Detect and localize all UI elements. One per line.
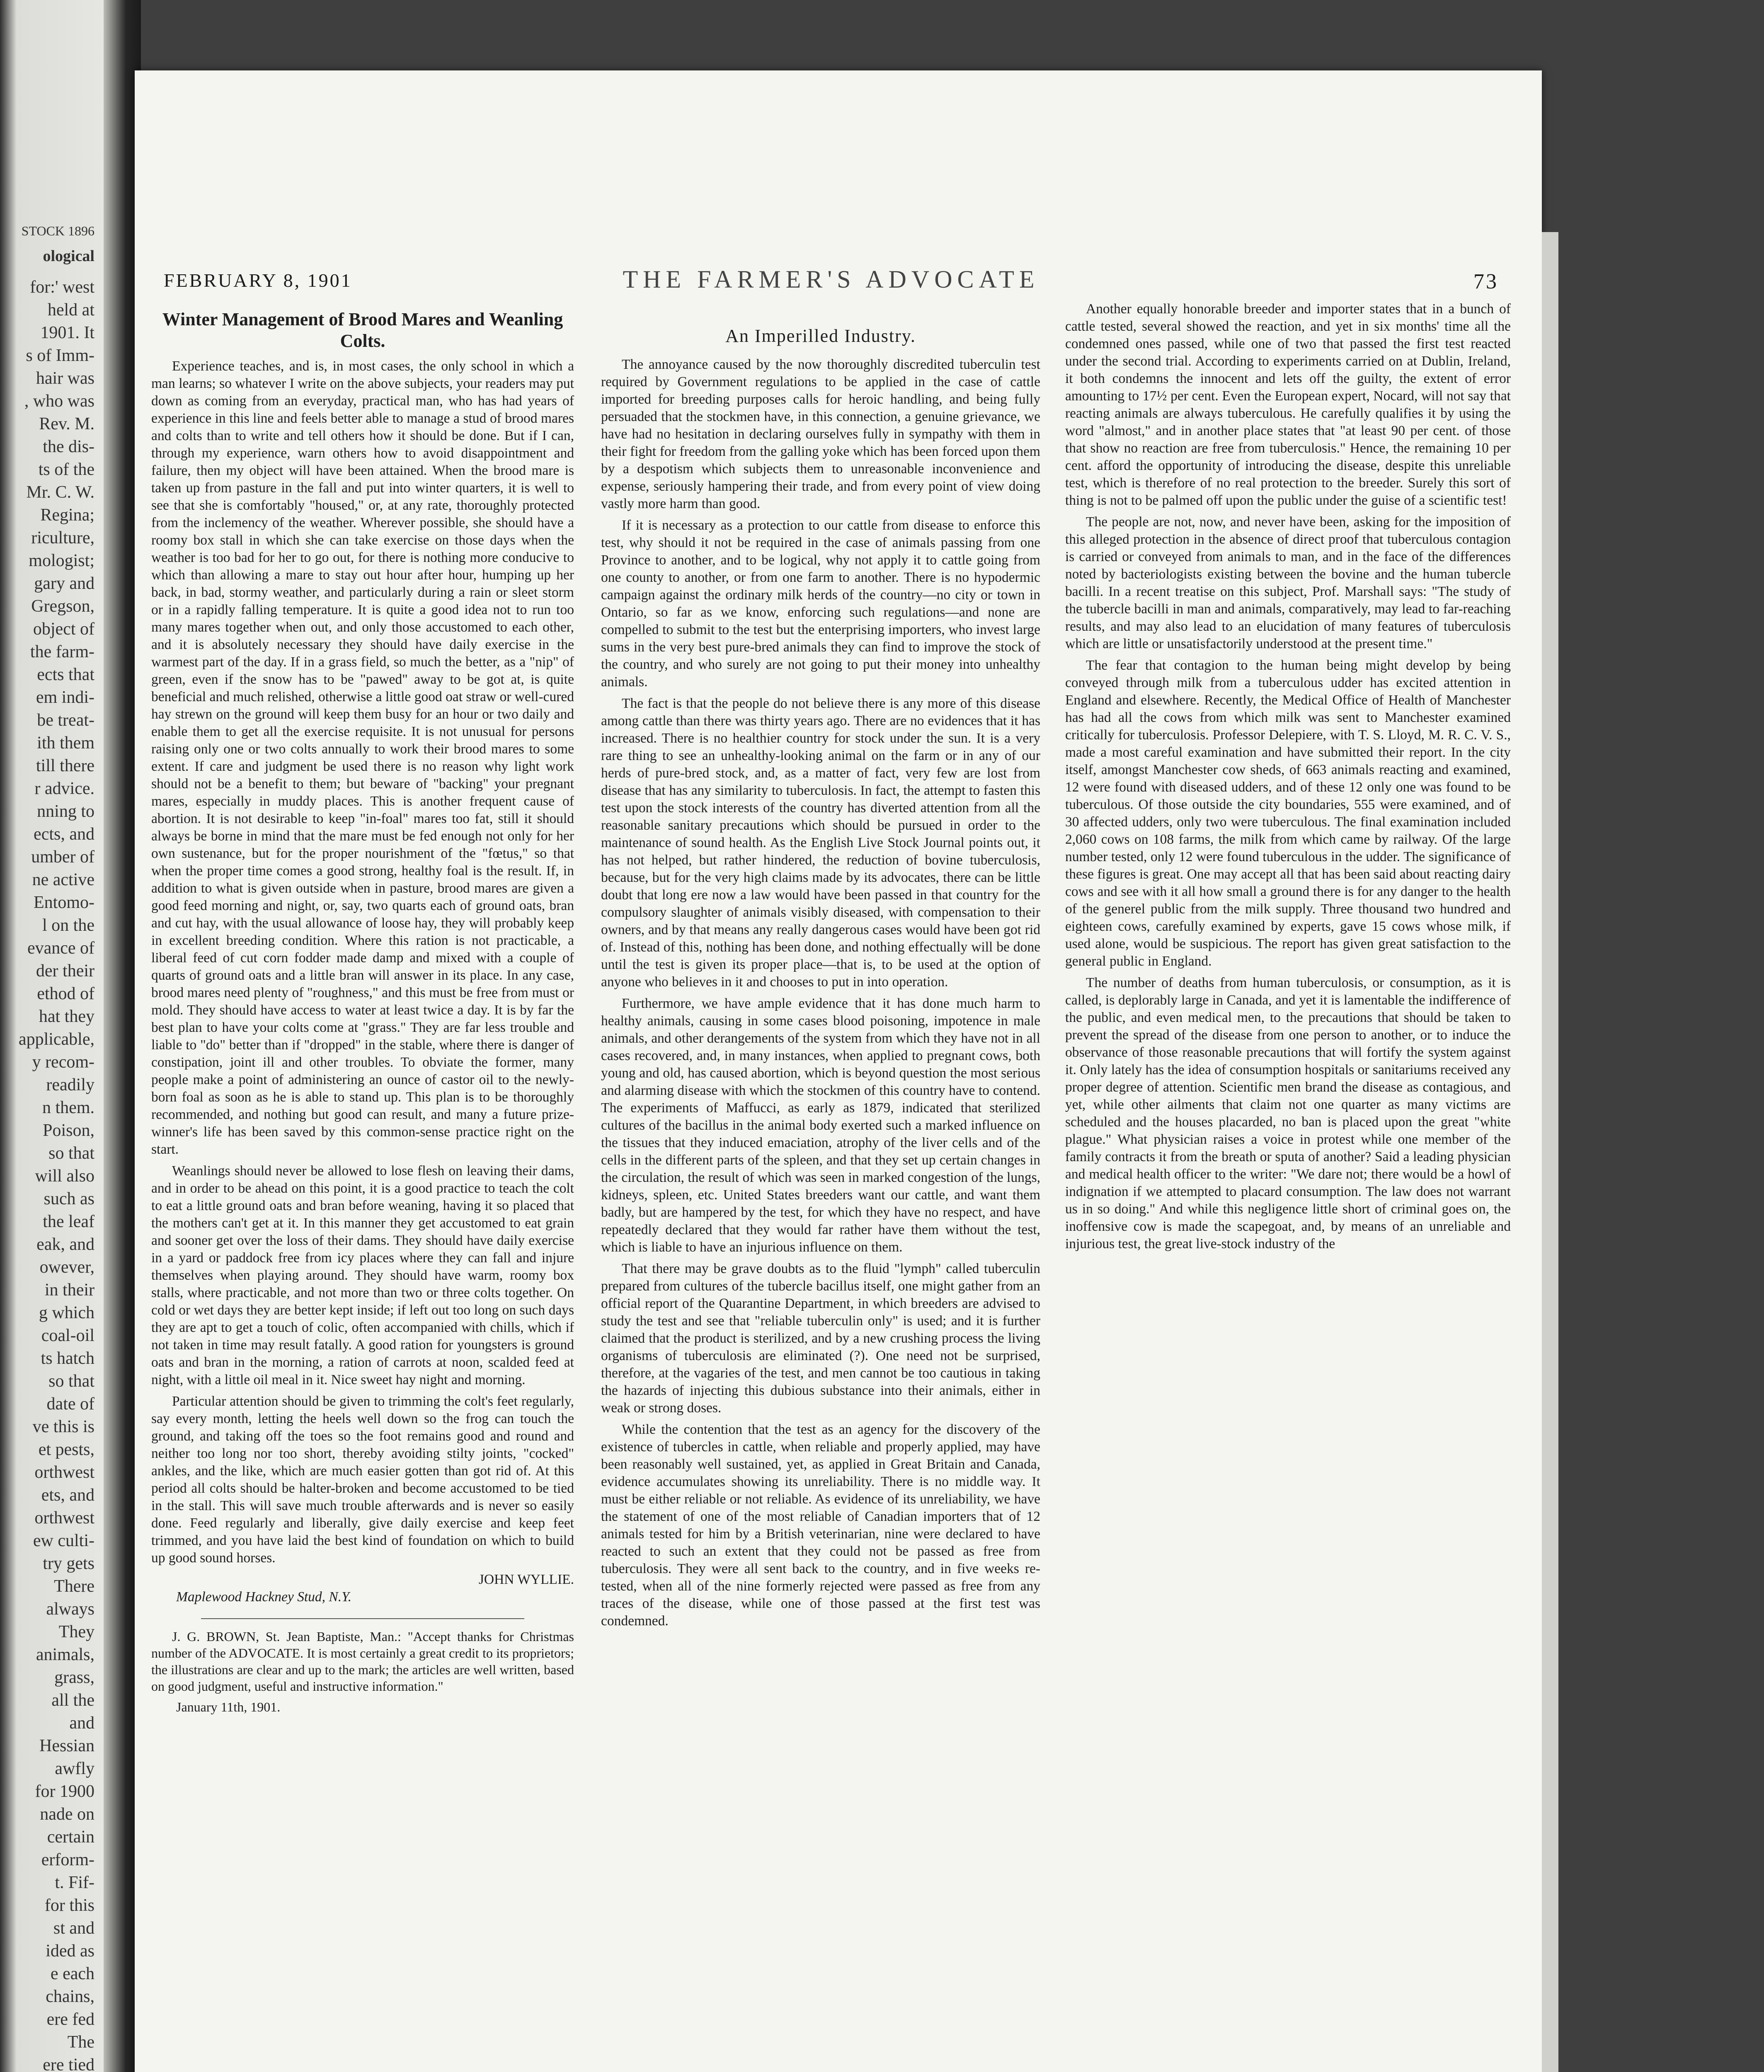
divider [201,1618,524,1619]
left-page-line: coal-oil [41,1326,94,1345]
left-page-line: orthwest [34,1508,94,1527]
left-page-subheading: ological [43,247,94,265]
left-page-line: ets, and [41,1486,94,1505]
left-page-line: ve this is [32,1417,94,1436]
left-page-line: ere fed [46,2010,94,2029]
left-page-line: till there [36,756,94,775]
article-paragraph: That there may be grave doubts as to the fluid "lymph" called tuberculin prepared from cultures of the tubercle bacillus itself, one might gather from an official report of the Quarantine Department, in which breeders are advised to study the test and see that "reliable tuberculin only" is used; and it is further claimed that the product is sterilized, and by a new crushing process the living organisms of tuberculosis are eliminated (?). One need not be surprised, therefore, at the vagaries of the test, and men cannot be too cautious in taking the hazards of injecting this dubious substance into their animals, either in weak or strong doses. [601,1261,1040,1416]
column-1 [151,309,574,2072]
article-paragraph: The number of deaths from human tuberculosis, or consumption, as it is called, is deplorably large in Canada, and yet it is lamentable the indifference of the public, and even medical men, to the precautions that should be taken to prevent the spread of the disease from one person to another, or to induce the observance of those reasonable precautions that will fortify the system against it. Only lately has the idea of consumption hospitals or sanitariums received any proper degree of attention. Scientific men brand the disease as contagious, and yet, while other ailments that claim not one quarter as many victims are scheduled and the houses placarded, no ban is placed upon the great "white plague." What physician raises a voice in protest while one member of the family contracts it from the breath or sputa of another? Said a leading physician and medical health officer to the writer: "We dare not; there would be a howl of indignation if we attempted to placard consumption. The law does not warrant us in so doing." And while this negligence little short of criminal goes on, the inoffensive cow is made the scapegoat, and, by means of an unreliable and injurious test, the great live-stock industry of the [1065,975,1511,1251]
left-page-line: r advice. [34,779,94,798]
left-page-line: readily [46,1075,94,1094]
left-page-line: for this [44,1896,94,1915]
left-page-line: ects that [37,665,94,684]
left-page-line: umber of [31,847,94,867]
column-3 [1065,300,1511,2072]
left-page-line: the dis- [43,437,94,456]
left-page-line: hair was [36,369,94,388]
left-page-line: gary and [34,574,94,593]
left-page-line: for 1900 [35,1782,94,1801]
left-page-line: certain [47,1828,94,1847]
left-page-line: grass, [54,1668,94,1687]
left-page-line: ere tied [43,2055,94,2072]
left-page-line: They [58,1622,94,1641]
left-page-line: Hessian [39,1736,94,1755]
left-page-line: Entomo- [34,893,94,912]
left-page-line: ew culti- [33,1531,94,1550]
article-paragraph: The annoyance caused by the now thoroughly discredited tuberculin test required by Government regulations to be applied in the case of cattle imported for breeding purposes calls for heroic handling, and being fully persuaded that the stockmen have, in this connection, a genuine grievance, we have had no hesitation in declaring ourselves fully in sympathy with them in their fight for freedom from the galling yoke which has been forced upon them by a despotism which subjects them to unreasonable inconvenience and expense, seriously hampering their trade, and from every point of view doing vastly more harm than good. [601,357,1040,511]
left-page-line: date of [46,1394,94,1414]
left-page-line: applicable, [18,1030,94,1049]
column-2 [601,309,1040,2072]
left-page-line: the leaf [43,1212,94,1231]
left-page-line: ne active [32,870,94,889]
left-page-line: der their [36,961,94,980]
left-page-line: and [69,1714,94,1733]
article-headline-winter: Winter Management of Brood Mares and Weanling Colts. [162,309,563,351]
left-page-line: ects, and [34,825,94,844]
left-page-line: There [54,1577,94,1596]
left-page-line: Poison, [43,1121,94,1140]
left-page-line: hat they [39,1007,94,1026]
left-page-header: STOCK 1896 [21,223,94,238]
left-page-line: owever, [39,1258,94,1277]
article-paragraph: While the contention that the test as an agency for the discovery of the existence of tubercles in cattle, when reliable and properly applied, may have been reasonably well sustained, yet, as applied in Great Britain and Canada, evidence accumulates showing its unreliability. There is no middle way. It must be either reliable or not reliable. As evidence of its unreliability, we have the statement of one of the most reliable of Canadian importers that of 12 animals tested for him by a British veterinarian, nine were declared to have reacted to such an extent that they could not be passed as free from tuberculosis. They were all sent back to the country, and in five weeks re-tested, when all of the nine formerly rejected were passed as free from any traces of the disease, while one of those passed at the first test was condemned. [601,1422,1040,1629]
left-page-line: orthwest [34,1463,94,1482]
author-place: Maplewood Hackney Stud, N.Y. [176,1589,352,1605]
article-paragraph: The fact is that the people do not believe there is any more of this disease among cattle than there was thirty years ago. There are no evidences that it has increased. There is no healthier country for stock under the sun. It is a very rare thing to see an unhealthy-looking animal on the farm or in any of our herds of pure-bred stock, and, as a matter of fact, very few are lost from disease that has any similarity to tuberculosis. In fact, the attempt to fasten this test upon the stock interests of the country has diverted attention from all the reasonable sanitary precautions which should be pursued in order to the maintenance of sound health. As the English Live Stock Journal points out, it has not helped, but rather hindered, the reduction of bovine tuberculosis, because, but for the very high claims made by its advocates, there can be little doubt that long ere now a law would have been passed in that country for the compulsory slaughter of animals visibly diseased, with compensation to their owners, and by that means any really dangerous cases would have been got rid of. Instead of this, nothing has been done, and nothing effectually will be done until the test is given its proper place—that is, to be used at the option of anyone who believes in it and chooses to put in into operation. [601,696,1040,990]
article-paragraph: Particular attention should be given to trimming the colt's feet regularly, say every month, letting the heels well down so the frog can touch the ground, and taking off the toes so the foot remains good and round and neither too long nor too short, thereby avoiding stilty joints, "cocked" ankles, and the like, which are much easier gotten than got rid of. At this period all colts should be halter-broken and become accustomed to be tied in the stall. This will save much trouble afterwards and is never so easily done. Feed regularly and liberally, give daily exercise and keep feet trimmed, and you have laid the best kind of foundation on which to build up good sound horses. [151,1394,574,1566]
left-page-line: eak, and [36,1235,94,1254]
left-page-line: nning to [37,802,94,821]
left-page-line: the farm- [30,642,94,661]
left-page-line: The [67,2033,94,2052]
page-number: 73 [1473,270,1498,293]
left-page-line: , who was [24,392,94,411]
left-page-line: erform- [41,1850,94,1869]
left-page-lines [3,276,94,2072]
article-paragraph: Furthermore, we have ample evidence that it has done much harm to healthy animals, causing in some cases blood poisoning, impotence in male animals, and other derangements of the system from which they have not in all cases recovered, and, in many instances, when applied to pregnant cows, both young and old, has caused abortion, which is beyond question the most serious and alarming disease with which the stockmen of this country have to contend. The experiments of Maffucci, as early as 1879, indicated that sterilized cultures of the bacillus in the animal body exerted such a marked influence on the tissues that they induced emaciation, atrophy of the liver cells and of the cells in the different parts of the spleen, and that they set up certain changes in the circulation, the result of which was seen in marked congestion of the lungs, kidneys, spleen, etc. United States breeders want our cattle, and want them badly, but are hampered by the test, for which they have no respect, and have repeatedly declared that they would far rather have them without the test, which is liable to have an injurious influence on them. [601,996,1040,1255]
left-page-text [3,220,94,2072]
left-page-line: g which [39,1303,94,1322]
left-page-line: chains, [46,1987,94,2006]
left-page-line: st and [53,1919,94,1938]
page-header [151,266,1511,298]
left-page-line: 1901. It [40,323,94,342]
page-edge [1542,232,1558,2072]
left-page-line: will also [35,1167,94,1186]
left-page-line: s of Imm- [26,346,94,365]
article-paragraph: Weanlings should never be allowed to lose flesh on leaving their dams, and in order to be ahead on this point, it is a good practice to teach the colt to eat a little ground oats and bran before weaning, having it so placed that the mothers can't get at it. In this manner they get accustomed to eat grain and sooner get over the loss of their dams. They should have daily exercise in a yard or paddock free from icy places where they can fall and injure themselves when playing around. They should have warm, roomy box stalls, where practicable, and not more than two or three colts together. On cold or wet days they are better kept inside; if left out too long on such days they are apt to get a touch of colic, often accompanied with chills, which if not taken in time may result fatally. A good ration for youngsters is ground oats and bran in the morning, a ration of carrots at noon, scalded feed at night, with a little oil meal in it. Nice sweet hay night and morning. [151,1163,574,1387]
left-page-line: et pests, [38,1440,94,1459]
left-page-line: Regina; [40,506,94,525]
left-page-line: animals, [36,1645,94,1664]
left-page-line: so that [48,1144,94,1163]
left-page-line: evance of [27,939,94,958]
left-page-line: in their [44,1280,94,1300]
left-page-line: such as [44,1189,94,1208]
article-paragraph: The fear that contagion to the human being might develop by being conveyed through milk from a tuberculous udder has excited attention in England and elsewhere. Recently, the Medical Office of Health of Manchester has had all the cows from which milk was sent to Manchester examined critically for tuberculosis. Professor Delepiere, with T. S. Lloyd, M. R. C. V. S., made a most careful examination and have submitted their report. In the city itself, amongst Manchester cow sheds, of 663 animals reacting and examined, 12 were found with diseased udders, and of these 12 only one was found to be tuberculous. Of those outside the city boundaries, 555 were examined, and of 30 affected udders, only two were tuberculous. The final examination included 2,060 cows on 108 farms, the milk from which came by railway. Of the large number tested, only 12 were found tuberculous in the udder. The significance of these figures is great. One may accept all that has been said about reacting dairy cows and see with it all how small a ground there is for any danger to the health of the generel public from the milk supply. Three thousand two hundred and eighteen cows, carefully examined by experts, gave 15 cows whose milk, if used alone, would be suspicious. The report has given great satisfaction to the general public in England. [1065,658,1511,969]
left-page-line: all the [51,1691,94,1710]
letter-date: January 11th, 1901. [176,1699,281,1714]
left-page-line: so that [48,1372,94,1391]
left-page-line: held at [47,300,94,320]
left-page-line: ts hatch [41,1349,94,1368]
left-page-line: object of [33,620,94,639]
author-signature: JOHN WYLLIE. [478,1572,574,1587]
left-page-line: y recom- [32,1053,94,1072]
masthead-title: THE FARMER'S ADVOCATE [623,266,1040,293]
left-page-line: nade on [40,1805,94,1824]
reader-letter: J. G. BROWN, St. Jean Baptiste, Man.: "Accept thanks for Christmas number of the ADVOCATE. It is most certainly a great credit to its proprietors; the illustrations are clear and up to the mark; the articles are well written, based on good judgment, useful and instructive information." [151,1629,574,1694]
article-paragraph: Another equally honorable breeder and importer states that in a bunch of cattle tested, several showed the reaction, and yet in six months' time all the condemned ones passed, while one of two that passed the first test reacted under the second trial. According to experiments carried on at Dublin, Ireland, it both condemns the innocent and lets off the guilty, the extent of error amounting to 17½ per cent. Even the European expert, Nocard, will not say that reacting animals are always tuberculous. He carefully qualifies it by using the word "almost," and in another place states that "at least 90 per cent. of those that show no reaction are free from tuberculosis." Hence, the remaining 10 per cent. afford the opportunity of introducing the disease, despite this unreliable test, which is therefore of no real protection to the breeder. Surely this sort of thing is not to be palmed off upon the public under the guise of a scientific test! [1065,301,1511,508]
left-page-line: l on the [42,916,94,935]
article-headline-industry: An Imperilled Industry. [725,326,916,346]
left-page-line: n them. [42,1098,94,1117]
left-page-line: e each [50,1964,94,1983]
left-page-line: be treat- [37,711,94,730]
left-page-line: try gets [43,1554,94,1573]
left-page-line: for:' west [30,278,94,297]
left-page-line: Gregson, [31,597,94,616]
newspaper-page [135,70,1542,2072]
left-page-line: awfly [55,1759,94,1778]
left-page-line: ided as [46,1941,94,1961]
left-page-line: riculture, [31,528,94,547]
left-page-line: ts of the [38,460,94,479]
left-page-line: ith them [37,733,94,753]
left-page-line: em indi- [36,688,94,707]
issue-date: FEBRUARY 8, 1901 [164,270,352,291]
left-page-line: mologist; [29,551,94,570]
left-page-line: always [46,1600,94,1619]
article-paragraph: If it is necessary as a protection to our cattle from disease to enforce this test, why should it not be required in the case of animals passing from one Province to another, and to be logical, why not apply it to cattle going from one county to another, or from one farm to another. There is no hypodermic campaign against the ordinary milk herds of the country—no city or town in Ontario, so far as we know, enforcing such regulations—and none are compelled to submit to the test but the enterprising importers, who invest large sums in the very best pure-bred animals they can find to improve the stock of the country, and who surely are not going to put their money into unhealthy animals. [601,518,1040,690]
article-paragraph: Experience teaches, and is, in most cases, the only school in which a man learns; so whatever I write on the above subjects, your readers may put down as coming from an everyday, practical man, who has had years of experience in this line and feels better able to manage a stud of brood mares and colts than to write and tell others how it should be done. But if I can, through my experience, warn others how to avoid disappointment and failure, then my object will have been attained. When the brood mare is taken up from pasture in the fall and put into winter quarters, it is well to see that she is comfortably "housed," or, at any rate, thoroughly protected from the inclemency of the weather. Wherever possible, she should have a roomy box stall in which she can take exercise on those days when the weather is too bad for her to go out, for there is nothing more conducive to which than allowing a mare to stay out hour after hour, humping up her back, in bad, stormy weather, and particularly during a rain or sleet storm or in a rapidly falling temperature. It is quite a good idea not to run too many mares together when out, and only those accustomed to each other, and it is absolutely necessary they should have daily exercise in the warmest part of the day. If in a grass field, so much the better, as a "nip" of green, even if the snow has to be "pawed" away to be got at, is quite beneficial and much relished, otherwise a little good oat straw or well-cured hay strewn on the ground will keep them busy for an hour or two daily and enable them to get all the exercise requisite. It is not unusual for persons raising only one or two colts annually to work their brood mares to some extent. If care and judgment be used there is no reason why light work should not be a benefit to them; but beware of "backing" your pregnant mares, especially in muddy places. This is another frequent cause of abortion. It is not desirable to keep "in-foal" mares too fat, still it should always be borne in mind that the mare must be fed enough not only for her own sustenance, but for the proper nourishment of the "fœtus," so that when the proper time comes a good strong, healthy foal is the result. If, in addition to what is given outside when in pasture, brood mares are given a good feed morning and night, or, say, two quarts each of ground oats, bran and cut hay, with the usual allowance of loose hay, they will probably keep in excellent breeding condition. Where this ration is not practicable, a liberal feed of cut corn fodder made damp and mixed with a couple of quarts of ground oats and a little bran will answer in its place. In any case, brood mares need plenty of "roughness," and this must be free from must or mold. They should have access to water at least twice a day. It is by far the best plan to have your colts come at "grass." They are far less trouble and liable to "do" better than if "dropped" in the stable, where there is danger of constipation, joint ill and other troubles. To obviate the former, many people make a point of administering an ounce of castor oil to the newly-born foal as soon as he is able to stand up. This plan is to be thoroughly recommended, and nothing but good can result, and many a future prize-winner's life has been saved by this common-sense practice right on the start. [151,358,574,1157]
left-page-line: t. Fif- [55,1873,94,1892]
left-page-line: Rev. M. [39,414,94,433]
article-paragraph: The people are not, now, and never have been, asking for the imposition of this alleged protection in the absence of direct proof that tuberculous contagion is carried or conveyed from animals to man, and in the face of the differences noted by bacteriologists existing between the bovine and the human tubercle bacilli. In a recent treatise on this subject, Prof. Marshall says: "The study of the tubercle bacilli in man and animals, comparatively, may lead to far-reaching results, and may also lead to an elucidation of many features of tuberculosis which are little or unsatisfactorily understood at the present time." [1065,514,1511,651]
left-page-line: Mr. C. W. [26,483,94,502]
left-page-line: ethod of [37,984,94,1003]
